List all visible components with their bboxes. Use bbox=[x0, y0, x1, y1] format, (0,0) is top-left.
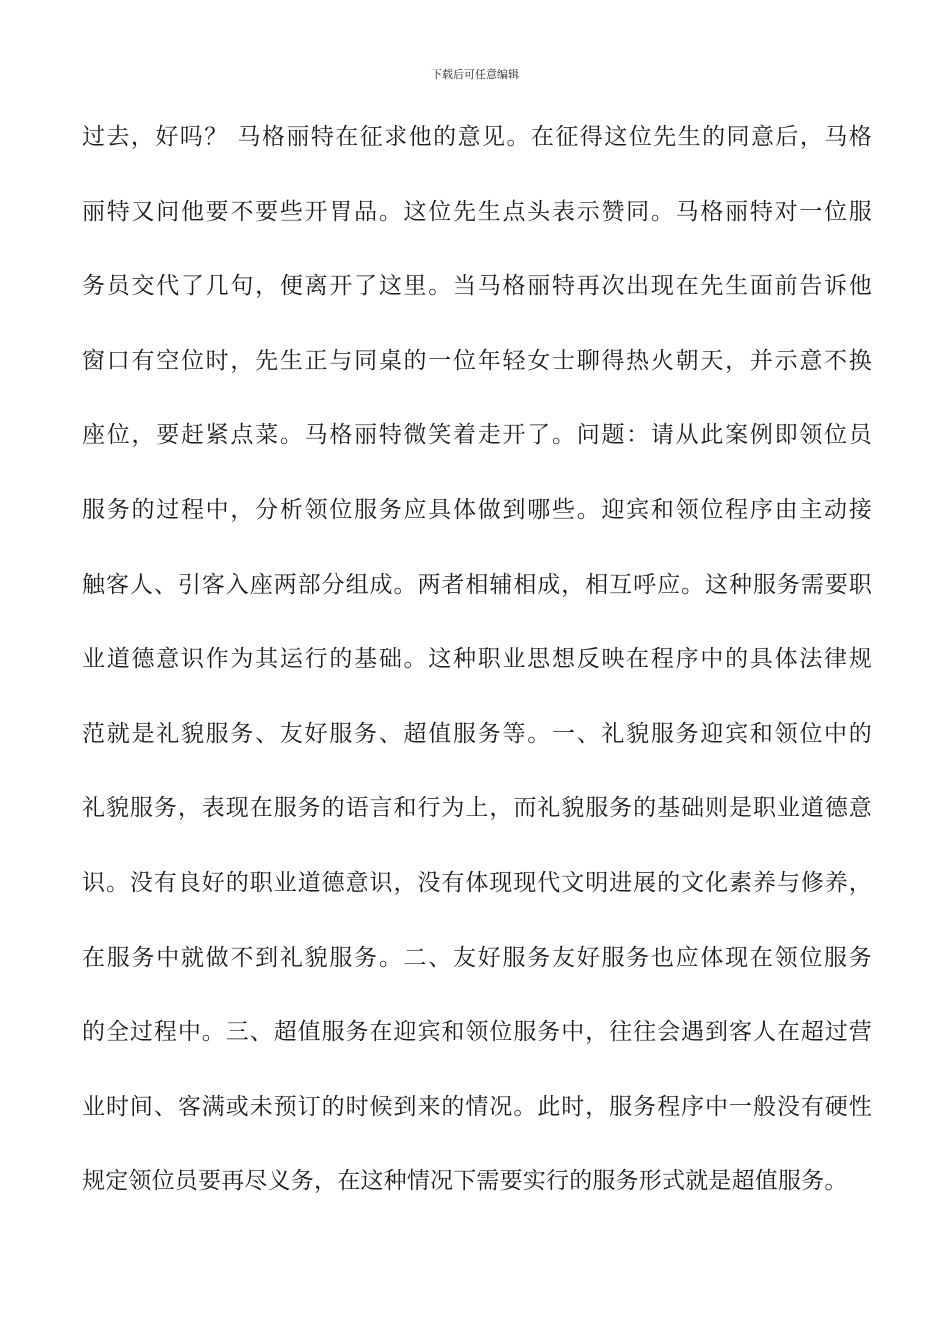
text-line: 规定领位员要再尽义务，在这种情况下需要实行的服务形式就是超值服务。 bbox=[82, 1168, 848, 1195]
text-line: 座位，要赶紧点菜。马格丽特微笑着走开了。问题：请从此案例即领位员 bbox=[82, 422, 872, 449]
text-line: 在服务中就做不到礼貌服务。二、友好服务友好服务也应体现在领位服务 bbox=[82, 944, 872, 971]
page-header: 下载后可任意编辑 bbox=[431, 68, 519, 81]
text-line: 业道德意识作为其运行的基础。这种职业思想反映在程序中的具体法律规 bbox=[82, 646, 872, 673]
text-line: 的全过程中。三、超值服务在迎宾和领位服务中，往往会遇到客人在超过营 bbox=[82, 1019, 872, 1046]
text-line: 业时间、客满或未预订的时候到来的情况。此时，服务程序中一般没有硬性 bbox=[82, 1093, 872, 1120]
text-line: 过去，好吗？ 马格丽特在征求他的意见。在征得这位先生的同意后，马格 bbox=[82, 124, 872, 150]
text-line: 服务的过程中，分析领位服务应具体做到哪些。迎宾和领位程序由主动接 bbox=[82, 496, 872, 523]
text-line: 礼貌服务，表现在服务的语言和行为上，而礼貌服务的基础则是职业道德意 bbox=[82, 795, 872, 822]
text-line: 务员交代了几句，便离开了这里。当马格丽特再次出现在先生面前告诉他 bbox=[82, 273, 872, 300]
body-text bbox=[82, 117, 872, 1236]
text-line: 触客人、引客入座两部分组成。两者相辅相成，相互呼应。这种服务需要职 bbox=[82, 571, 872, 598]
text-line: 窗口有空位时，先生正与同桌的一位年轻女士聊得热火朝天，并示意不换 bbox=[82, 347, 872, 374]
text-line: 识。没有良好的职业道德意识，没有体现现代文明进展的文化素养与修养， bbox=[82, 869, 872, 896]
text-line: 范就是礼貌服务、友好服务、超值服务等。一、礼貌服务迎宾和领位中的 bbox=[82, 720, 872, 747]
text-line: 丽特又问他要不要些开胃品。这位先生点头表示赞同。马格丽特对一位服 bbox=[82, 198, 872, 225]
